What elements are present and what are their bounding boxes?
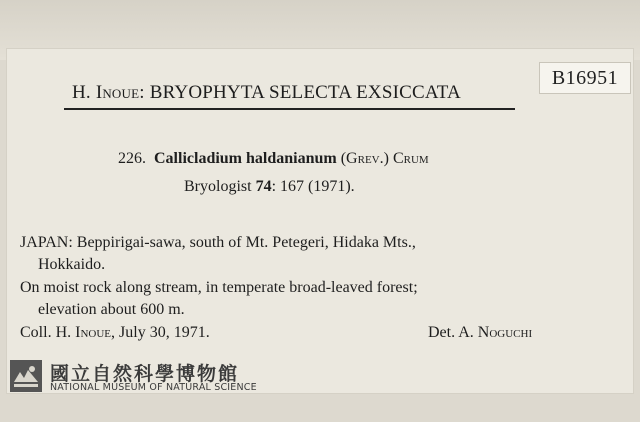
collector-name: Inoue xyxy=(75,324,112,341)
series-title: H. Inoue: BRYOPHYTA SELECTA EXSICCATA xyxy=(72,82,461,103)
citation-pages: : 167 (1971). xyxy=(271,178,355,195)
locality-line-2: Hokkaido. xyxy=(38,256,106,273)
citation-journal: Bryologist xyxy=(184,178,252,195)
taxon-authority: Crum xyxy=(392,150,429,167)
museum-logo-icon xyxy=(10,360,42,392)
locality-line-1: JAPAN: Beppirigai-sawa, south of Mt. Petegeri, Hidaka Mts., xyxy=(20,234,416,251)
determiner-line xyxy=(428,324,532,342)
collection-date: , July 30, 1971. xyxy=(111,324,210,341)
series-name: BRYOPHYTA SELECTA EXSICCATA xyxy=(149,82,461,103)
title-underline xyxy=(64,108,515,110)
collector-prefix: Coll. H. xyxy=(20,324,72,341)
habitat-line-1: On moist rock along stream, in temperate broad-leaved forest; xyxy=(20,279,418,296)
habitat-line-2: elevation about 600 m. xyxy=(38,301,185,318)
citation-line xyxy=(184,178,355,196)
museum-name-chinese: 國立自然科學博物館 xyxy=(50,363,240,385)
determiner-prefix: Det. A. xyxy=(428,324,474,341)
catalog-number: B16951 xyxy=(539,62,631,94)
collector-line xyxy=(20,324,210,342)
citation-volume: 74 xyxy=(255,178,272,195)
taxon-line xyxy=(118,150,429,168)
museum-name-english: NATIONAL MUSEUM OF NATURAL SCIENCE xyxy=(50,382,257,393)
determiner-name: Noguchi xyxy=(477,324,533,341)
series-author: H. Inoue xyxy=(72,82,140,103)
taxon-name: Callicladium haldanianum xyxy=(154,150,337,167)
specimen-number: 226. xyxy=(118,150,146,167)
taxon-authority-paren: (Grev.) xyxy=(340,150,389,167)
